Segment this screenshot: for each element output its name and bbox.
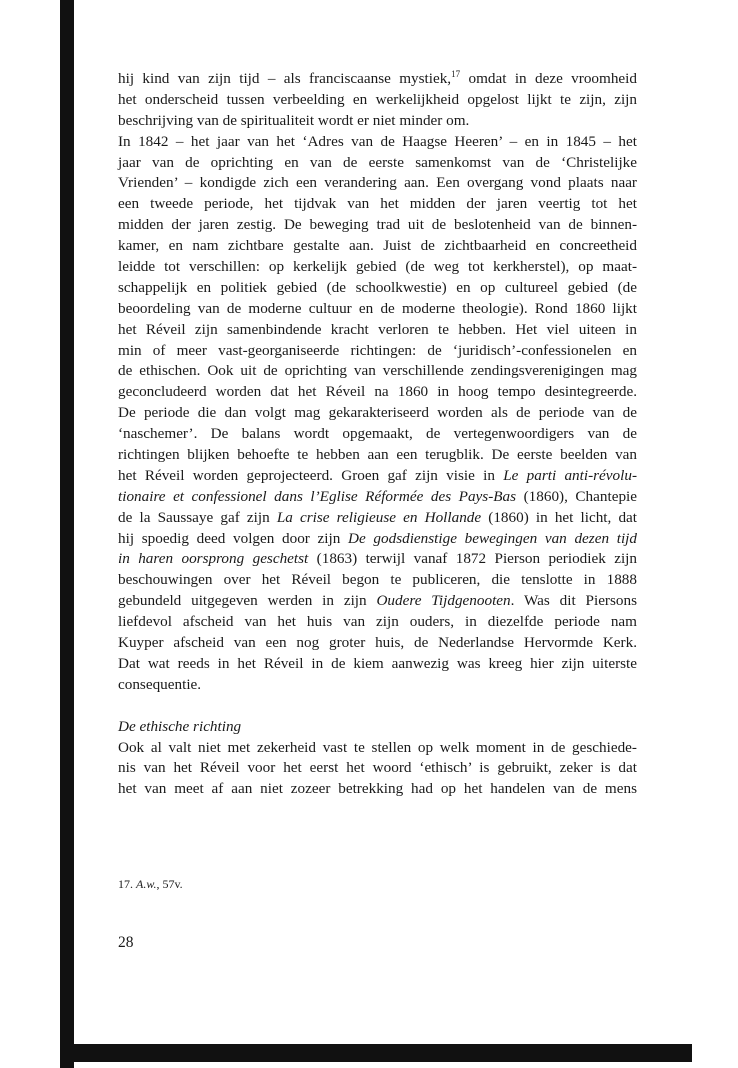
section-heading — [118, 717, 637, 738]
text-segment: In 1842 – het jaar van het ‘Adres van de Haagse Heeren’ – en in 1845 – het — [118, 132, 637, 150]
text-segment: beschrijving van de spiritualiteit wordt er niet minder om. — [118, 111, 470, 129]
text-segment: het onderscheid tussen verbeelding en werkelijkheid opgelost lijkt te zijn, zijn — [118, 90, 637, 108]
paragraph-gap — [118, 696, 637, 717]
text-segment: . Was dit Piersons — [510, 592, 637, 610]
text-segment: Vrienden’ – kondigde zich een verandering aan. Een overgang vond plaats naar — [118, 174, 637, 192]
text-line — [118, 69, 637, 90]
text-line — [118, 299, 637, 320]
text-line — [118, 612, 637, 633]
text-segment: consequentie. — [118, 675, 202, 693]
text-segment: beoordeling van de moderne cultuur en de moderne theologie). Rond 1860 lijkt — [118, 299, 637, 317]
text-segment: schappelijk en politiek gebied (de schoolkwestie) en op cultureel gebied (de — [118, 278, 637, 296]
text-line — [118, 173, 637, 194]
text-line — [118, 111, 637, 132]
text-segment: beschouwingen over het Réveil begon te publiceren, die tenslotte in 1888 — [118, 571, 637, 589]
text-segment: het Réveil worden geprojecteerd. Groen gaf zijn visie in — [118, 466, 504, 484]
text-line — [118, 194, 637, 215]
text-line — [118, 257, 637, 278]
italic-title: tionaire et confessionel dans l’Eglise Réformée des Pays-Bas — [118, 487, 517, 505]
text-line — [118, 424, 637, 445]
text-segment: gebundeld uitgegeven werden in zijn — [118, 592, 377, 610]
text-line — [118, 153, 637, 174]
text-line — [118, 487, 637, 508]
text-segment: nis van het Réveil voor het eerst het woord ‘ethisch’ is gebruikt, zeker is dat — [118, 759, 637, 777]
text-line — [118, 529, 637, 550]
footnote-number: 17. — [118, 877, 136, 891]
text-segment: (1860) in het licht, dat — [481, 508, 638, 526]
italic-title: La crise religieuse en Hollande — [276, 508, 482, 526]
text-segment: liefdevol afscheid van het huis van zijn ouders, in diezelfde periode nam — [118, 613, 637, 631]
text-segment: (1860), Chantepie — [516, 487, 637, 505]
text-segment: ‘naschemer’. De balans wordt opgemaakt, de vertegenwoordigers van de — [118, 425, 637, 443]
text-line — [118, 361, 637, 382]
text-segment: Ook al valt niet met zekerheid vast te stellen op welk moment in de geschiede- — [118, 738, 637, 756]
text-segment: het van meet af aan niet zozeer betrekking had op het handelen van de mens — [118, 780, 637, 798]
text-line — [118, 403, 637, 424]
text-line — [118, 132, 637, 153]
page-number: 28 — [118, 934, 134, 951]
text-segment: een tweede periode, het tijdvak van het midden der jaren veertig tot het — [118, 195, 637, 213]
text-segment: min of meer vast-georganiseerde richtingen: de ‘juridisch’-confessionelen en — [118, 341, 637, 359]
text-line — [118, 654, 637, 675]
footnote-source: A.w. — [136, 877, 157, 891]
text-segment: leidde tot verschillen: op kerkelijk gebied (de weg tot kerkherstel), op maat- — [118, 258, 637, 276]
text-line — [118, 445, 637, 466]
text-line — [118, 591, 637, 612]
text-line — [118, 215, 637, 236]
text-line — [118, 278, 637, 299]
text-segment: hij kind van zijn tijd – als franciscaanse mystiek, — [118, 70, 452, 87]
text-line — [118, 508, 637, 529]
text-segment: de la Saussaye gaf zijn — [118, 508, 277, 526]
text-line — [118, 382, 637, 403]
text-segment: het Réveil zijn samenbindende kracht verloren te hebben. Het viel uiteen in — [118, 320, 637, 338]
text-line — [118, 341, 637, 362]
text-segment: De ethische richting — [118, 717, 242, 735]
italic-title: in haren oorsprong geschetst — [118, 550, 309, 568]
text-segment: (1863) terwijl vanaf 1872 Pierson periodiek zijn — [308, 550, 637, 568]
text-line — [118, 633, 637, 654]
text-segment: de ethischen. Ook uit de oprichting van verschillende zendingsverenigingen mag — [118, 362, 637, 380]
text-segment: jaar van de oprichting en van de eerste samenkomst van de ‘Christelijke — [118, 153, 637, 171]
text-segment: midden der jaren zestig. De beweging trad uit de beslotenheid van de binnen- — [118, 216, 637, 234]
text-line — [118, 320, 637, 341]
footnote-pages: , 57v. — [156, 877, 183, 891]
italic-title: De godsdienstige bewegingen van dezen tijd — [348, 529, 637, 547]
left-scan-border — [60, 0, 74, 1068]
text-line — [118, 758, 637, 779]
text-segment: geconcludeerd worden dat het Réveil na 1860 in hoog tempo desintegreerde. — [118, 383, 637, 401]
text-segment: omdat in deze vroomheid — [460, 70, 637, 87]
text-line — [118, 90, 637, 111]
text-line — [118, 466, 637, 487]
italic-title: Oudere Tijdgenooten — [376, 592, 511, 610]
footnote-ref: 17 — [451, 69, 461, 79]
text-line — [118, 779, 637, 800]
text-segment: De periode die dan volgt mag gekarakteriseerd worden als de periode van de — [118, 404, 637, 422]
text-segment: Kuyper afscheid van een nog groter huis, de Nederlandse Hervormde Kerk. — [118, 634, 637, 652]
text-line — [118, 570, 637, 591]
text-segment: Dat wat reeds in het Réveil in de kiem aanwezig was kreeg hier zijn uiterste — [118, 654, 637, 672]
bottom-scan-border — [60, 1044, 692, 1062]
text-segment: kamer, en nam zichtbare gestalte aan. Juist de zichtbaarheid en concreetheid — [118, 237, 637, 255]
text-segment: richtingen blijken behoefte te hebben aan een terugblik. De eerste beelden van — [118, 446, 637, 464]
italic-title: Le parti anti-révolu- — [503, 466, 638, 484]
footnote — [118, 876, 183, 892]
text-line — [118, 549, 637, 570]
text-line — [118, 675, 637, 696]
text-line — [118, 236, 637, 257]
text-line — [118, 738, 637, 759]
text-segment: hij spoedig deed volgen door zijn — [118, 529, 349, 547]
body-text — [118, 69, 637, 800]
